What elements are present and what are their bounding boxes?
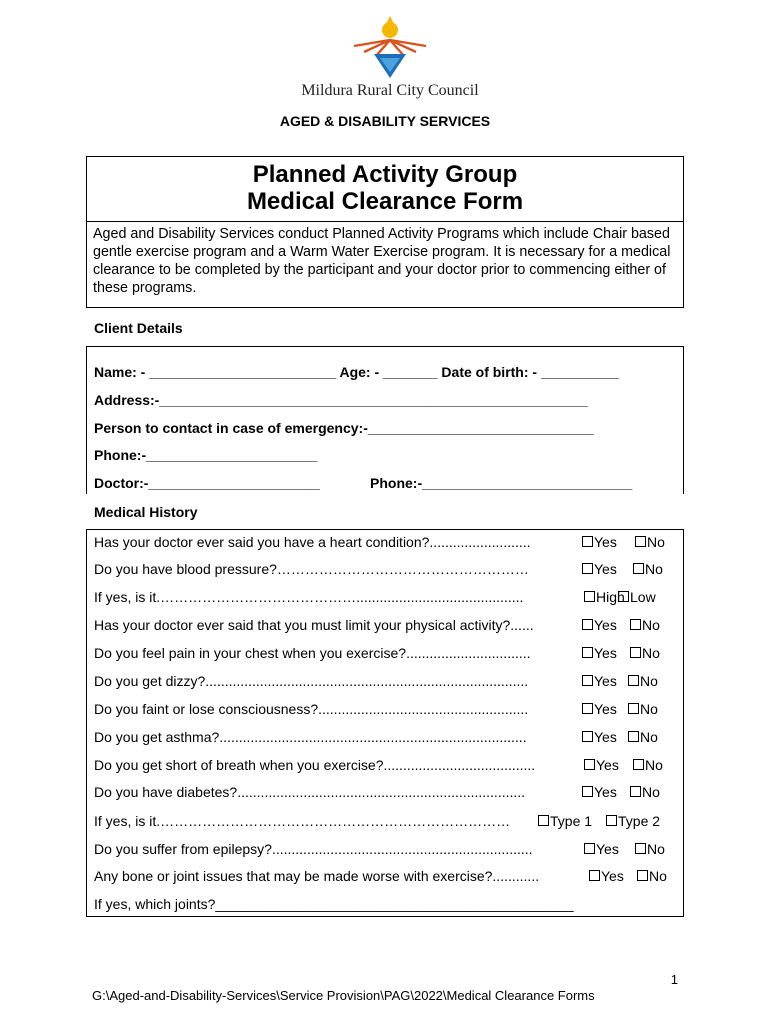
history-option-checkbox[interactable]: [582, 784, 617, 800]
history-option-label: Yes: [594, 534, 617, 550]
checkbox-icon[interactable]: [582, 703, 593, 714]
history-question: If yes, is it.……………………………………...........................................: [94, 589, 524, 605]
history-option-checkbox[interactable]: [584, 841, 619, 857]
history-option-checkbox[interactable]: [630, 645, 660, 661]
checkbox-icon[interactable]: [630, 619, 641, 630]
history-option-checkbox[interactable]: [582, 673, 617, 689]
checkbox-icon[interactable]: [582, 619, 593, 630]
history-option-checkbox[interactable]: [584, 757, 619, 773]
history-option-label: Yes: [594, 561, 617, 577]
checkbox-icon[interactable]: [635, 536, 646, 547]
history-option-checkbox[interactable]: [628, 701, 658, 717]
history-option-label: No: [640, 673, 658, 689]
history-question: Do you have blood pressure?………………………………………………: [94, 561, 529, 577]
history-option-checkbox[interactable]: [628, 729, 658, 745]
checkbox-icon[interactable]: [630, 647, 641, 658]
history-option-label: No: [642, 645, 660, 661]
checkbox-icon[interactable]: [582, 731, 593, 742]
checkbox-icon[interactable]: [582, 563, 593, 574]
checkbox-icon[interactable]: [635, 843, 646, 854]
history-option-label: Low: [630, 589, 656, 605]
checkbox-icon[interactable]: [538, 815, 549, 826]
history-option-checkbox[interactable]: [635, 841, 665, 857]
history-option-checkbox[interactable]: [630, 617, 660, 633]
doctor-phone-line[interactable]: Phone:-___________________________: [370, 475, 633, 491]
history-question: Do you faint or lose consciousness?......................................................: [94, 701, 529, 717]
doctor-line[interactable]: Doctor:-______________________: [94, 475, 320, 491]
history-option-label: No: [642, 617, 660, 633]
history-option-label: No: [645, 561, 663, 577]
client-details-heading: Client Details: [94, 320, 183, 336]
history-option-label: No: [640, 729, 658, 745]
intro-paragraph: Aged and Disability Services conduct Planned Activity Programs which include Chair based gentle exercise program and a Warm Water Exercise program. It is necessary for a medical clearance to be completed by the participant and your doctor prior to commencing either of these programs.: [93, 226, 671, 296]
checkbox-icon[interactable]: [582, 786, 593, 797]
checkbox-icon[interactable]: [582, 647, 593, 658]
name-age-dob-line[interactable]: Name: - ________________________ Age: - _______ Date of birth: - __________: [94, 364, 619, 380]
history-option-checkbox[interactable]: [633, 757, 663, 773]
form-title-line1: Planned Activity Group: [252, 161, 518, 188]
history-option-checkbox[interactable]: [630, 784, 660, 800]
history-question: Do you have diabetes?..........................................................................: [94, 784, 526, 800]
history-question: Do you feel pain in your chest when you exercise?................................: [94, 645, 531, 661]
client-details-box: [86, 346, 684, 494]
history-option-checkbox[interactable]: [582, 561, 617, 577]
history-option-checkbox[interactable]: [618, 589, 656, 605]
checkbox-icon[interactable]: [589, 870, 600, 881]
form-title: [87, 157, 683, 222]
history-option-label: Type 1: [550, 813, 593, 829]
history-option-label: No: [647, 841, 665, 857]
history-option-checkbox[interactable]: [538, 813, 592, 829]
phone-line[interactable]: Phone:-______________________: [94, 447, 318, 463]
council-name: Mildura Rural City Council: [301, 82, 479, 99]
history-question: Do you suffer from epilepsy?...................................................................: [94, 841, 533, 857]
checkbox-icon[interactable]: [582, 675, 593, 686]
history-option-checkbox[interactable]: [582, 617, 617, 633]
checkbox-icon[interactable]: [633, 759, 644, 770]
history-option-label: Yes: [594, 701, 617, 717]
history-option-label: Yes: [596, 841, 619, 857]
history-option-label: No: [645, 757, 663, 773]
history-option-label: No: [647, 534, 665, 550]
medical-history-heading: Medical History: [94, 504, 198, 520]
council-logo: [290, 14, 490, 104]
history-question: Any bone or joint issues that may be made worse with exercise?............: [94, 868, 540, 884]
history-option-checkbox[interactable]: [635, 534, 665, 550]
history-question: Do you get dizzy?...................................................................................: [94, 673, 529, 689]
history-option-checkbox[interactable]: [589, 868, 624, 884]
history-option-checkbox[interactable]: [582, 701, 617, 717]
address-line[interactable]: Address:-_______________________________________________________: [94, 392, 588, 408]
history-option-checkbox[interactable]: [633, 561, 663, 577]
checkbox-icon[interactable]: [582, 536, 593, 547]
history-option-checkbox[interactable]: [582, 534, 617, 550]
footer-file-path: G:\Aged-and-Disability-Services\Service Provision\PAG\2022\Medical Clearance Forms: [92, 988, 595, 1003]
history-option-checkbox[interactable]: [582, 729, 617, 745]
form-title-line2: Medical Clearance Form: [246, 188, 524, 215]
department-heading: AGED & DISABILITY SERVICES: [279, 113, 491, 129]
history-option-label: Yes: [594, 784, 617, 800]
checkbox-icon[interactable]: [606, 815, 617, 826]
checkbox-icon[interactable]: [628, 731, 639, 742]
council-logo-icon: [346, 14, 434, 82]
history-option-label: Yes: [596, 757, 619, 773]
history-question: Has your doctor ever said that you must limit your physical activity?......: [94, 617, 534, 633]
history-option-label: Yes: [594, 729, 617, 745]
checkbox-icon[interactable]: [584, 759, 595, 770]
checkbox-icon[interactable]: [584, 843, 595, 854]
page-number: 1: [670, 972, 678, 987]
joints-line[interactable]: If yes, which joints?______________________________________________: [94, 896, 574, 912]
history-question: Do you get asthma?...............................................................................: [94, 729, 527, 745]
history-option-label: Yes: [594, 645, 617, 661]
history-option-label: No: [649, 868, 667, 884]
checkbox-icon[interactable]: [630, 786, 641, 797]
history-question: Do you get short of breath when you exercise?.......................................: [94, 757, 536, 773]
history-option-label: Yes: [601, 868, 624, 884]
history-option-checkbox[interactable]: [628, 673, 658, 689]
history-question: If yes, is it.…………………………………………………………………: [94, 813, 511, 829]
checkbox-icon[interactable]: [637, 870, 648, 881]
history-option-label: Yes: [594, 617, 617, 633]
emergency-contact-line[interactable]: Person to contact in case of emergency:-_____________________________: [94, 420, 594, 436]
history-option-label: Yes: [594, 673, 617, 689]
history-option-checkbox[interactable]: [606, 813, 660, 829]
history-option-label: No: [640, 701, 658, 717]
history-option-label: High: [596, 589, 625, 605]
form-title-box: [86, 156, 684, 308]
history-option-checkbox[interactable]: [582, 645, 617, 661]
checkbox-icon[interactable]: [628, 675, 639, 686]
history-question: Has your doctor ever said you have a heart condition?..........................: [94, 534, 531, 550]
history-option-label: No: [642, 784, 660, 800]
checkbox-icon[interactable]: [628, 703, 639, 714]
checkbox-icon[interactable]: [633, 563, 644, 574]
medical-history-box: [86, 529, 684, 917]
history-option-label: Type 2: [618, 813, 661, 829]
history-option-checkbox[interactable]: [637, 868, 667, 884]
checkbox-icon[interactable]: [584, 591, 595, 602]
checkbox-icon[interactable]: [618, 591, 629, 602]
